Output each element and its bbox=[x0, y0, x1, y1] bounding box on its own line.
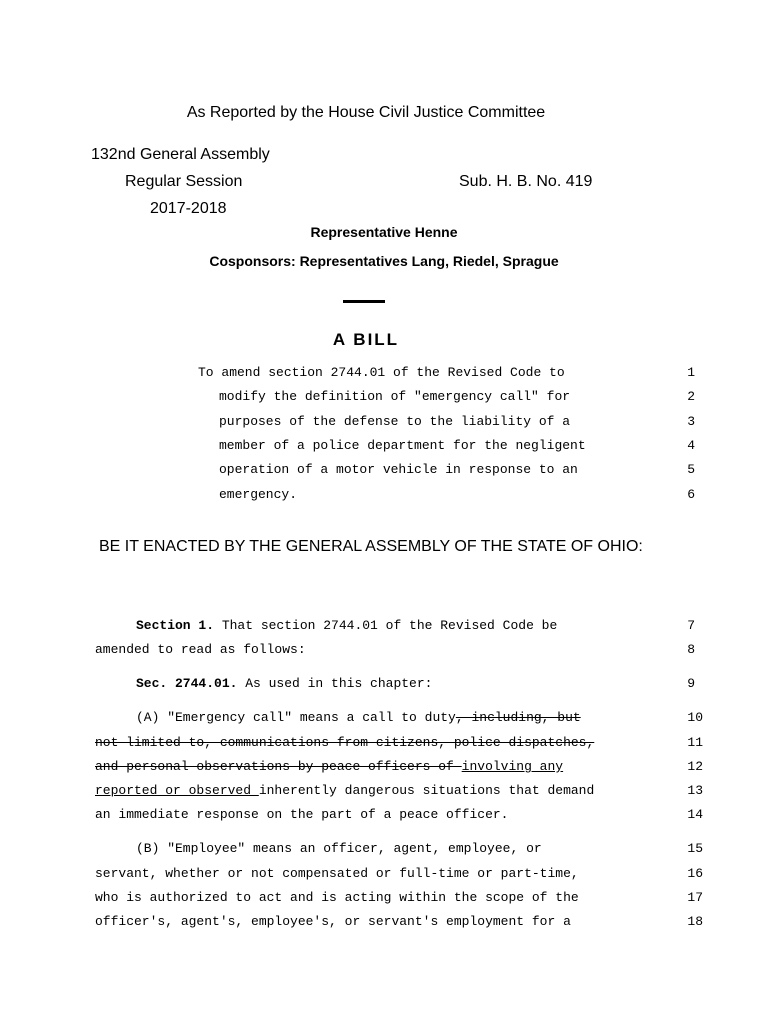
line-number: 8 bbox=[687, 642, 695, 657]
line-number: 15 bbox=[687, 841, 703, 856]
line-number: 7 bbox=[687, 618, 695, 633]
summary-line: operation of a motor vehicle in response to an bbox=[219, 462, 578, 477]
line-number: 1 bbox=[687, 365, 695, 380]
line-number: 5 bbox=[687, 462, 695, 477]
inserted-text: involving any bbox=[461, 759, 564, 774]
struck-text: , including, but bbox=[455, 710, 581, 725]
body-line: servant, whether or not compensated or full-time or part-time, bbox=[95, 866, 579, 881]
summary-line: member of a police department for the negligent bbox=[219, 438, 586, 453]
summary-line: emergency. bbox=[219, 487, 298, 502]
section-text: That section 2744.01 of the Revised Code be bbox=[214, 618, 558, 633]
body-line: officer's, agent's, employee's, or servant's employment for a bbox=[95, 914, 571, 929]
plain-text: (A) "Emergency call" means a call to duty bbox=[136, 710, 456, 725]
regular-session: Regular Session bbox=[125, 173, 243, 190]
line-number: 3 bbox=[687, 414, 695, 429]
line-number: 4 bbox=[687, 438, 695, 453]
body-line bbox=[95, 759, 563, 774]
summary-line: modify the definition of "emergency call" for bbox=[219, 389, 571, 404]
line-number: 13 bbox=[687, 783, 703, 798]
body-line bbox=[136, 618, 557, 633]
sec-text: As used in this chapter: bbox=[237, 676, 433, 691]
enacting-clause: BE IT ENACTED BY THE GENERAL ASSEMBLY OF THE STATE OF OHIO: bbox=[99, 538, 643, 555]
inserted-text: reported or observed bbox=[95, 783, 259, 798]
line-number: 17 bbox=[687, 890, 703, 905]
line-number: 14 bbox=[687, 807, 703, 822]
bill-number: Sub. H. B. No. 419 bbox=[459, 173, 593, 190]
summary-line: To amend section 2744.01 of the Revised Code to bbox=[198, 365, 565, 380]
sponsor: Representative Henne bbox=[310, 224, 458, 240]
line-number: 6 bbox=[687, 487, 695, 502]
session-years: 2017-2018 bbox=[150, 200, 227, 217]
plain-text: inherently dangerous situations that demand bbox=[258, 783, 595, 798]
line-number: 18 bbox=[687, 914, 703, 929]
line-number: 11 bbox=[687, 735, 703, 750]
reported-by-heading: As Reported by the House Civil Justice Committee bbox=[186, 104, 546, 121]
sec-label: Sec. 2744.01. bbox=[136, 676, 238, 691]
line-number: 2 bbox=[687, 389, 695, 404]
line-number: 16 bbox=[687, 866, 703, 881]
line-number: 12 bbox=[687, 759, 703, 774]
cosponsors: Cosponsors: Representatives Lang, Riedel, Sprague bbox=[209, 253, 559, 269]
summary-line: purposes of the defense to the liability of a bbox=[219, 414, 571, 429]
body-line: (B) "Employee" means an officer, agent, employee, or bbox=[136, 841, 542, 856]
struck-text: not limited to, communications from citizens, police dispatches, bbox=[95, 735, 595, 750]
line-number: 10 bbox=[687, 710, 703, 725]
bill-title: A BILL bbox=[332, 330, 400, 349]
body-line: amended to read as follows: bbox=[95, 642, 306, 657]
body-line: who is authorized to act and is acting within the scope of the bbox=[95, 890, 579, 905]
body-line bbox=[136, 710, 581, 725]
section-label: Section 1. bbox=[136, 618, 215, 633]
general-assembly: 132nd General Assembly bbox=[91, 146, 270, 163]
body-line bbox=[136, 676, 432, 691]
title-divider bbox=[343, 300, 385, 303]
struck-text: and personal observations by peace officers of bbox=[95, 759, 462, 774]
body-line bbox=[95, 783, 594, 798]
body-line: an immediate response on the part of a peace officer. bbox=[95, 807, 509, 822]
line-number: 9 bbox=[687, 676, 695, 691]
